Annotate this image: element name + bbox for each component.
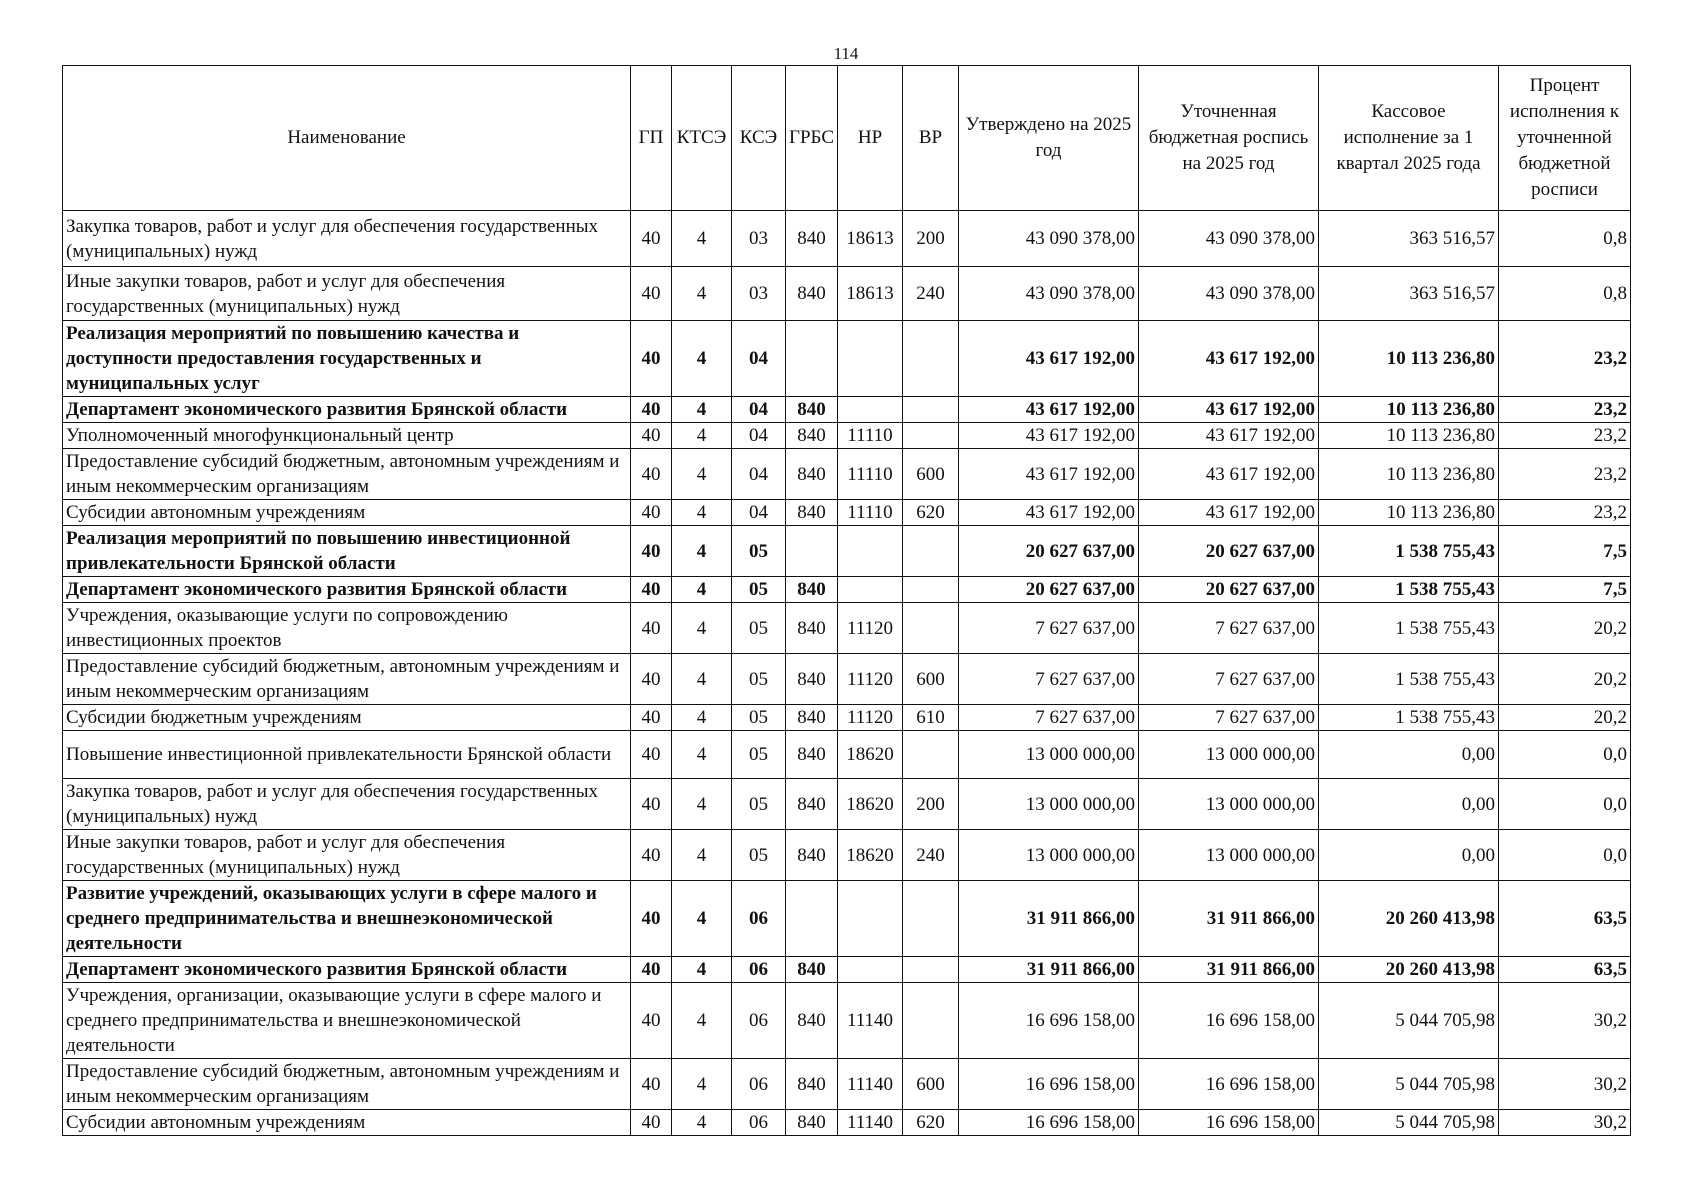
- cell-nr: [838, 881, 903, 957]
- cell-kse: 05: [732, 731, 786, 779]
- cell-cash: 20 260 413,98: [1319, 881, 1499, 957]
- cell-kse: 05: [732, 654, 786, 705]
- cell-ktse: 4: [672, 957, 732, 983]
- header-approved: Утверждено на 2025 год: [959, 66, 1139, 211]
- cell-nr: 18620: [838, 779, 903, 830]
- cell-vr: 610: [903, 705, 959, 731]
- cell-grbs: 840: [786, 957, 838, 983]
- cell-percent: 7,5: [1499, 526, 1631, 577]
- cell-ktse: 4: [672, 779, 732, 830]
- table-body: [63, 211, 1631, 1136]
- cell-kse: 04: [732, 397, 786, 423]
- cell-percent: 23,2: [1499, 397, 1631, 423]
- cell-refined: 7 627 637,00: [1139, 654, 1319, 705]
- cell-refined: 31 911 866,00: [1139, 881, 1319, 957]
- cell-percent: 23,2: [1499, 423, 1631, 449]
- cell-nr: [838, 957, 903, 983]
- header-percent: Процент исполнения к уточненной бюджетной росписи: [1499, 66, 1631, 211]
- cell-refined: 16 696 158,00: [1139, 1110, 1319, 1136]
- header-refined: Уточненная бюджетная роспись на 2025 год: [1139, 66, 1319, 211]
- cell-nr: [838, 577, 903, 603]
- cell-gp: 40: [631, 654, 672, 705]
- cell-approved: 43 090 378,00: [959, 267, 1139, 321]
- table-row: [63, 881, 1631, 957]
- cell-name: Уполномоченный многофункциональный центр: [63, 423, 631, 449]
- page-number: 114: [833, 44, 859, 63]
- cell-kse: 05: [732, 830, 786, 881]
- table-row: [63, 983, 1631, 1059]
- cell-grbs: [786, 321, 838, 397]
- cell-vr: [903, 526, 959, 577]
- cell-approved: 31 911 866,00: [959, 881, 1139, 957]
- cell-cash: 0,00: [1319, 779, 1499, 830]
- cell-grbs: [786, 881, 838, 957]
- header-cash: Кассовое исполнение за 1 квартал 2025 года: [1319, 66, 1499, 211]
- cell-cash: 1 538 755,43: [1319, 705, 1499, 731]
- cell-nr: 18613: [838, 211, 903, 267]
- cell-refined: 43 617 192,00: [1139, 423, 1319, 449]
- cell-kse: 06: [732, 1059, 786, 1110]
- cell-refined: 43 090 378,00: [1139, 267, 1319, 321]
- cell-grbs: [786, 526, 838, 577]
- cell-vr: [903, 321, 959, 397]
- cell-vr: 600: [903, 1059, 959, 1110]
- cell-nr: 11140: [838, 1059, 903, 1110]
- cell-name: Учреждения, оказывающие услуги по сопровождению инвестиционных проектов: [63, 603, 631, 654]
- cell-name: Закупка товаров, работ и услуг для обеспечения государственных (муниципальных) нужд: [63, 211, 631, 267]
- cell-approved: 31 911 866,00: [959, 957, 1139, 983]
- cell-vr: 600: [903, 449, 959, 500]
- cell-grbs: 840: [786, 779, 838, 830]
- cell-grbs: 840: [786, 500, 838, 526]
- cell-name: Департамент экономического развития Брянской области: [63, 577, 631, 603]
- cell-name: Предоставление субсидий бюджетным, автономным учреждениям и иным некоммерческим организациям: [63, 1059, 631, 1110]
- cell-grbs: 840: [786, 654, 838, 705]
- cell-grbs: 840: [786, 603, 838, 654]
- cell-cash: 1 538 755,43: [1319, 577, 1499, 603]
- table-row: [63, 654, 1631, 705]
- cell-ktse: 4: [672, 423, 732, 449]
- cell-cash: 10 113 236,80: [1319, 449, 1499, 500]
- cell-kse: 04: [732, 321, 786, 397]
- cell-grbs: 840: [786, 267, 838, 321]
- cell-approved: 7 627 637,00: [959, 705, 1139, 731]
- cell-refined: 20 627 637,00: [1139, 577, 1319, 603]
- header-ktse: КТСЭ: [672, 66, 732, 211]
- cell-grbs: 840: [786, 577, 838, 603]
- cell-ktse: 4: [672, 983, 732, 1059]
- cell-name: Предоставление субсидий бюджетным, автономным учреждениям и иным некоммерческим организациям: [63, 449, 631, 500]
- cell-vr: 240: [903, 267, 959, 321]
- cell-refined: 13 000 000,00: [1139, 731, 1319, 779]
- cell-nr: 11140: [838, 1110, 903, 1136]
- cell-ktse: 4: [672, 500, 732, 526]
- cell-refined: 43 617 192,00: [1139, 500, 1319, 526]
- cell-refined: 43 617 192,00: [1139, 449, 1319, 500]
- cell-gp: 40: [631, 881, 672, 957]
- table-row: [63, 705, 1631, 731]
- cell-approved: 16 696 158,00: [959, 1110, 1139, 1136]
- cell-percent: 7,5: [1499, 577, 1631, 603]
- cell-percent: 23,2: [1499, 321, 1631, 397]
- cell-kse: 06: [732, 1110, 786, 1136]
- cell-vr: [903, 577, 959, 603]
- cell-grbs: 840: [786, 423, 838, 449]
- cell-approved: 43 617 192,00: [959, 397, 1139, 423]
- cell-kse: 05: [732, 603, 786, 654]
- table-row: [63, 321, 1631, 397]
- budget-execution-table: [62, 65, 1631, 1136]
- table-row: [63, 211, 1631, 267]
- cell-nr: [838, 397, 903, 423]
- cell-percent: 0,8: [1499, 211, 1631, 267]
- cell-refined: 13 000 000,00: [1139, 830, 1319, 881]
- table-row: [63, 779, 1631, 830]
- cell-gp: 40: [631, 830, 672, 881]
- cell-kse: 05: [732, 577, 786, 603]
- cell-vr: 200: [903, 779, 959, 830]
- cell-vr: [903, 983, 959, 1059]
- cell-refined: 7 627 637,00: [1139, 705, 1319, 731]
- cell-ktse: 4: [672, 397, 732, 423]
- cell-ktse: 4: [672, 449, 732, 500]
- cell-nr: 18613: [838, 267, 903, 321]
- cell-gp: 40: [631, 705, 672, 731]
- table-row: [63, 267, 1631, 321]
- cell-name: Субсидии автономным учреждениям: [63, 500, 631, 526]
- table-row: [63, 449, 1631, 500]
- table-row: [63, 603, 1631, 654]
- cell-refined: 43 090 378,00: [1139, 211, 1319, 267]
- cell-gp: 40: [631, 423, 672, 449]
- cell-vr: 600: [903, 654, 959, 705]
- cell-gp: 40: [631, 321, 672, 397]
- cell-percent: 30,2: [1499, 1110, 1631, 1136]
- cell-kse: 03: [732, 267, 786, 321]
- cell-vr: 620: [903, 1110, 959, 1136]
- table-row: [63, 830, 1631, 881]
- cell-name: Повышение инвестиционной привлекательности Брянской области: [63, 731, 631, 779]
- cell-name: Закупка товаров, работ и услуг для обеспечения государственных (муниципальных) нужд: [63, 779, 631, 830]
- cell-nr: 18620: [838, 731, 903, 779]
- cell-cash: 363 516,57: [1319, 211, 1499, 267]
- cell-cash: 10 113 236,80: [1319, 423, 1499, 449]
- cell-grbs: 840: [786, 983, 838, 1059]
- header-grbs: ГРБС: [786, 66, 838, 211]
- cell-ktse: 4: [672, 321, 732, 397]
- cell-percent: 20,2: [1499, 603, 1631, 654]
- cell-approved: 16 696 158,00: [959, 983, 1139, 1059]
- cell-vr: [903, 397, 959, 423]
- cell-percent: 20,2: [1499, 654, 1631, 705]
- cell-approved: 7 627 637,00: [959, 603, 1139, 654]
- table-row: [63, 957, 1631, 983]
- table-row: [63, 577, 1631, 603]
- cell-approved: 13 000 000,00: [959, 731, 1139, 779]
- cell-nr: 11140: [838, 983, 903, 1059]
- cell-ktse: 4: [672, 1110, 732, 1136]
- header-name: Наименование: [63, 66, 631, 211]
- header-gp: ГП: [631, 66, 672, 211]
- cell-gp: 40: [631, 779, 672, 830]
- cell-nr: [838, 526, 903, 577]
- cell-ktse: 4: [672, 731, 732, 779]
- cell-cash: 10 113 236,80: [1319, 397, 1499, 423]
- cell-gp: 40: [631, 983, 672, 1059]
- cell-gp: 40: [631, 211, 672, 267]
- cell-refined: 16 696 158,00: [1139, 1059, 1319, 1110]
- cell-cash: 0,00: [1319, 830, 1499, 881]
- cell-grbs: 840: [786, 449, 838, 500]
- cell-ktse: 4: [672, 603, 732, 654]
- cell-gp: 40: [631, 1059, 672, 1110]
- table-row: [63, 423, 1631, 449]
- cell-refined: 7 627 637,00: [1139, 603, 1319, 654]
- cell-cash: 1 538 755,43: [1319, 603, 1499, 654]
- cell-vr: [903, 423, 959, 449]
- cell-ktse: 4: [672, 211, 732, 267]
- cell-grbs: 840: [786, 731, 838, 779]
- cell-name: Развитие учреждений, оказывающих услуги в сфере малого и среднего предпринимательства и внешнеэкономической деятельности: [63, 881, 631, 957]
- cell-vr: 240: [903, 830, 959, 881]
- cell-cash: 0,00: [1319, 731, 1499, 779]
- cell-approved: 7 627 637,00: [959, 654, 1139, 705]
- cell-kse: 05: [732, 779, 786, 830]
- cell-name: Департамент экономического развития Брянской области: [63, 957, 631, 983]
- cell-percent: 30,2: [1499, 983, 1631, 1059]
- cell-percent: 0,8: [1499, 267, 1631, 321]
- cell-nr: 11120: [838, 603, 903, 654]
- cell-nr: 11110: [838, 500, 903, 526]
- cell-vr: [903, 603, 959, 654]
- cell-ktse: 4: [672, 267, 732, 321]
- cell-gp: 40: [631, 500, 672, 526]
- cell-cash: 363 516,57: [1319, 267, 1499, 321]
- cell-kse: 04: [732, 449, 786, 500]
- cell-nr: 18620: [838, 830, 903, 881]
- cell-gp: 40: [631, 449, 672, 500]
- cell-kse: 05: [732, 526, 786, 577]
- cell-cash: 5 044 705,98: [1319, 983, 1499, 1059]
- cell-nr: 11120: [838, 654, 903, 705]
- cell-percent: 63,5: [1499, 957, 1631, 983]
- cell-ktse: 4: [672, 705, 732, 731]
- cell-gp: 40: [631, 397, 672, 423]
- cell-percent: 23,2: [1499, 500, 1631, 526]
- cell-approved: 13 000 000,00: [959, 830, 1139, 881]
- table-header-row: [63, 66, 1631, 211]
- cell-grbs: 840: [786, 705, 838, 731]
- cell-gp: 40: [631, 957, 672, 983]
- cell-cash: 5 044 705,98: [1319, 1110, 1499, 1136]
- cell-gp: 40: [631, 267, 672, 321]
- cell-refined: 43 617 192,00: [1139, 397, 1319, 423]
- cell-name: Реализация мероприятий по повышению качества и доступности предоставления государственных и муниципальных услуг: [63, 321, 631, 397]
- header-vr: ВР: [903, 66, 959, 211]
- cell-vr: [903, 731, 959, 779]
- cell-approved: 20 627 637,00: [959, 577, 1139, 603]
- cell-cash: 10 113 236,80: [1319, 500, 1499, 526]
- cell-kse: 05: [732, 705, 786, 731]
- cell-nr: [838, 321, 903, 397]
- cell-ktse: 4: [672, 654, 732, 705]
- cell-kse: 03: [732, 211, 786, 267]
- cell-percent: 0,0: [1499, 731, 1631, 779]
- cell-ktse: 4: [672, 830, 732, 881]
- cell-percent: 20,2: [1499, 705, 1631, 731]
- cell-name: Субсидии бюджетным учреждениям: [63, 705, 631, 731]
- cell-name: Иные закупки товаров, работ и услуг для обеспечения государственных (муниципальных) нужд: [63, 830, 631, 881]
- table-row: [63, 526, 1631, 577]
- cell-vr: 200: [903, 211, 959, 267]
- cell-gp: 40: [631, 1110, 672, 1136]
- cell-nr: 11110: [838, 423, 903, 449]
- cell-approved: 43 090 378,00: [959, 211, 1139, 267]
- cell-ktse: 4: [672, 526, 732, 577]
- header-nr: НР: [838, 66, 903, 211]
- cell-cash: 20 260 413,98: [1319, 957, 1499, 983]
- cell-percent: 0,0: [1499, 830, 1631, 881]
- cell-vr: [903, 957, 959, 983]
- cell-ktse: 4: [672, 881, 732, 957]
- cell-nr: 11110: [838, 449, 903, 500]
- cell-vr: [903, 881, 959, 957]
- cell-approved: 20 627 637,00: [959, 526, 1139, 577]
- cell-percent: 30,2: [1499, 1059, 1631, 1110]
- cell-approved: 43 617 192,00: [959, 423, 1139, 449]
- table-row: [63, 397, 1631, 423]
- cell-percent: 23,2: [1499, 449, 1631, 500]
- cell-approved: 43 617 192,00: [959, 449, 1139, 500]
- cell-grbs: 840: [786, 830, 838, 881]
- cell-gp: 40: [631, 577, 672, 603]
- cell-cash: 10 113 236,80: [1319, 321, 1499, 397]
- cell-grbs: 840: [786, 1059, 838, 1110]
- cell-name: Департамент экономического развития Брянской области: [63, 397, 631, 423]
- cell-approved: 16 696 158,00: [959, 1059, 1139, 1110]
- cell-nr: 11120: [838, 705, 903, 731]
- cell-kse: 06: [732, 881, 786, 957]
- cell-percent: 0,0: [1499, 779, 1631, 830]
- cell-kse: 04: [732, 500, 786, 526]
- cell-refined: 31 911 866,00: [1139, 957, 1319, 983]
- table-row: [63, 731, 1631, 779]
- cell-refined: 13 000 000,00: [1139, 779, 1319, 830]
- table-row: [63, 1059, 1631, 1110]
- header-kse: КСЭ: [732, 66, 786, 211]
- cell-name: Реализация мероприятий по повышению инвестиционной привлекательности Брянской области: [63, 526, 631, 577]
- table-row: [63, 1110, 1631, 1136]
- cell-grbs: 840: [786, 1110, 838, 1136]
- cell-approved: 43 617 192,00: [959, 500, 1139, 526]
- cell-cash: 5 044 705,98: [1319, 1059, 1499, 1110]
- cell-grbs: 840: [786, 397, 838, 423]
- cell-gp: 40: [631, 526, 672, 577]
- cell-ktse: 4: [672, 577, 732, 603]
- cell-kse: 04: [732, 423, 786, 449]
- cell-refined: 20 627 637,00: [1139, 526, 1319, 577]
- cell-name: Иные закупки товаров, работ и услуг для обеспечения государственных (муниципальных) нужд: [63, 267, 631, 321]
- cell-refined: 16 696 158,00: [1139, 983, 1319, 1059]
- cell-cash: 1 538 755,43: [1319, 526, 1499, 577]
- cell-name: Учреждения, организации, оказывающие услуги в сфере малого и среднего предпринимательства и внешнеэкономической деятельности: [63, 983, 631, 1059]
- cell-name: Предоставление субсидий бюджетным, автономным учреждениям и иным некоммерческим организациям: [63, 654, 631, 705]
- cell-name: Субсидии автономным учреждениям: [63, 1110, 631, 1136]
- cell-gp: 40: [631, 731, 672, 779]
- cell-kse: 06: [732, 983, 786, 1059]
- cell-ktse: 4: [672, 1059, 732, 1110]
- cell-approved: 13 000 000,00: [959, 779, 1139, 830]
- cell-cash: 1 538 755,43: [1319, 654, 1499, 705]
- cell-percent: 63,5: [1499, 881, 1631, 957]
- cell-refined: 43 617 192,00: [1139, 321, 1319, 397]
- cell-kse: 06: [732, 957, 786, 983]
- cell-gp: 40: [631, 603, 672, 654]
- cell-grbs: 840: [786, 211, 838, 267]
- cell-approved: 43 617 192,00: [959, 321, 1139, 397]
- table-row: [63, 500, 1631, 526]
- cell-vr: 620: [903, 500, 959, 526]
